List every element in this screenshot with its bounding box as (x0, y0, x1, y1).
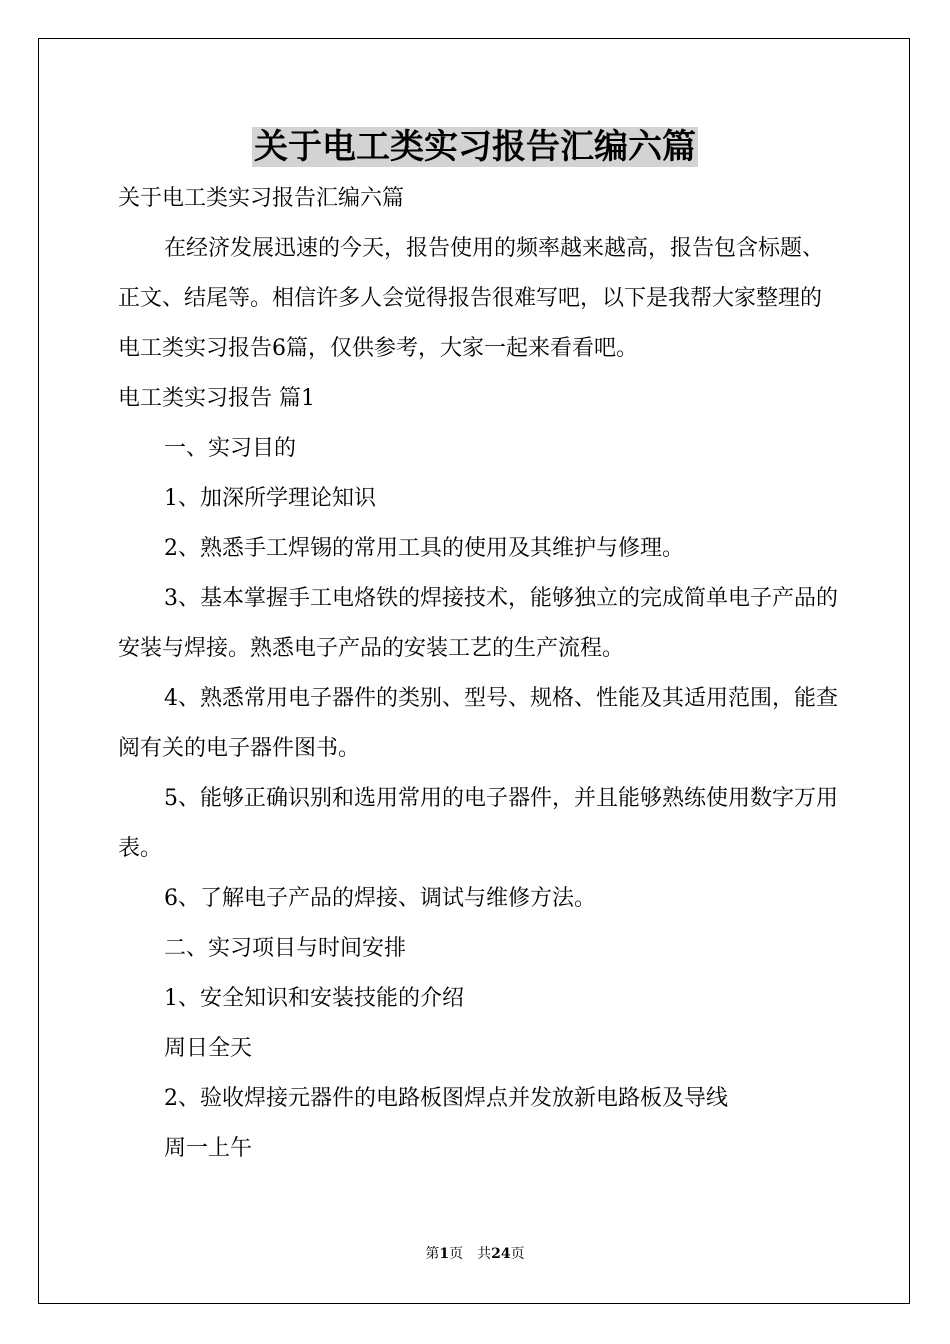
intro-paragraph: 在经济发展迅速的今天，报告使用的频率越来越高，报告包含标题、正文、结尾等。相信许多人会觉得报告很难写吧，以下是我帮大家整理的电工类实习报告6篇，仅供参考，大家一起来看看吧。 (118, 236, 825, 361)
page-current: 1 (439, 1246, 450, 1262)
page-mid: 页 共 (449, 1246, 492, 1262)
document-body (118, 174, 838, 1174)
document-title-text: 关于电工类实习报告汇编六篇 (254, 127, 696, 167)
subtitle-paragraph: 关于电工类实习报告汇编六篇 (118, 186, 405, 211)
page-prefix: 第 (425, 1246, 440, 1262)
document-title (0, 124, 950, 170)
list-item: 3、基本掌握手工电烙铁的焊接技术，能够独立的完成简单电子产品的安装与焊接。熟悉电子产品的安装工艺的生产流程。 (118, 586, 838, 661)
list-item: 6、了解电子产品的焊接、调试与维修方法。 (164, 886, 596, 911)
subsection-heading: 一、实习目的 (164, 436, 297, 461)
schedule-time: 周日全天 (164, 1036, 253, 1061)
page-footer (0, 1244, 950, 1264)
list-item: 5、能够正确识别和选用常用的电子器件，并且能够熟练使用数字万用表。 (118, 786, 838, 861)
list-item: 2、验收焊接元器件的电路板图焊点并发放新电路板及导线 (164, 1086, 728, 1111)
subsection-heading: 二、实习项目与时间安排 (164, 936, 407, 961)
page-total: 24 (491, 1246, 511, 1262)
section-heading: 电工类实习报告 篇1 (118, 386, 315, 411)
list-item: 4、熟悉常用电子器件的类别、型号、规格、性能及其适用范围，能查阅有关的电子器件图书。 (118, 686, 838, 761)
list-item: 2、熟悉手工焊锡的常用工具的使用及其维护与修理。 (164, 536, 684, 561)
list-item: 1、加深所学理论知识 (164, 486, 376, 511)
schedule-time: 周一上午 (164, 1136, 253, 1161)
page-suffix: 页 (510, 1246, 525, 1262)
list-item: 1、安全知识和安装技能的介绍 (164, 986, 464, 1011)
